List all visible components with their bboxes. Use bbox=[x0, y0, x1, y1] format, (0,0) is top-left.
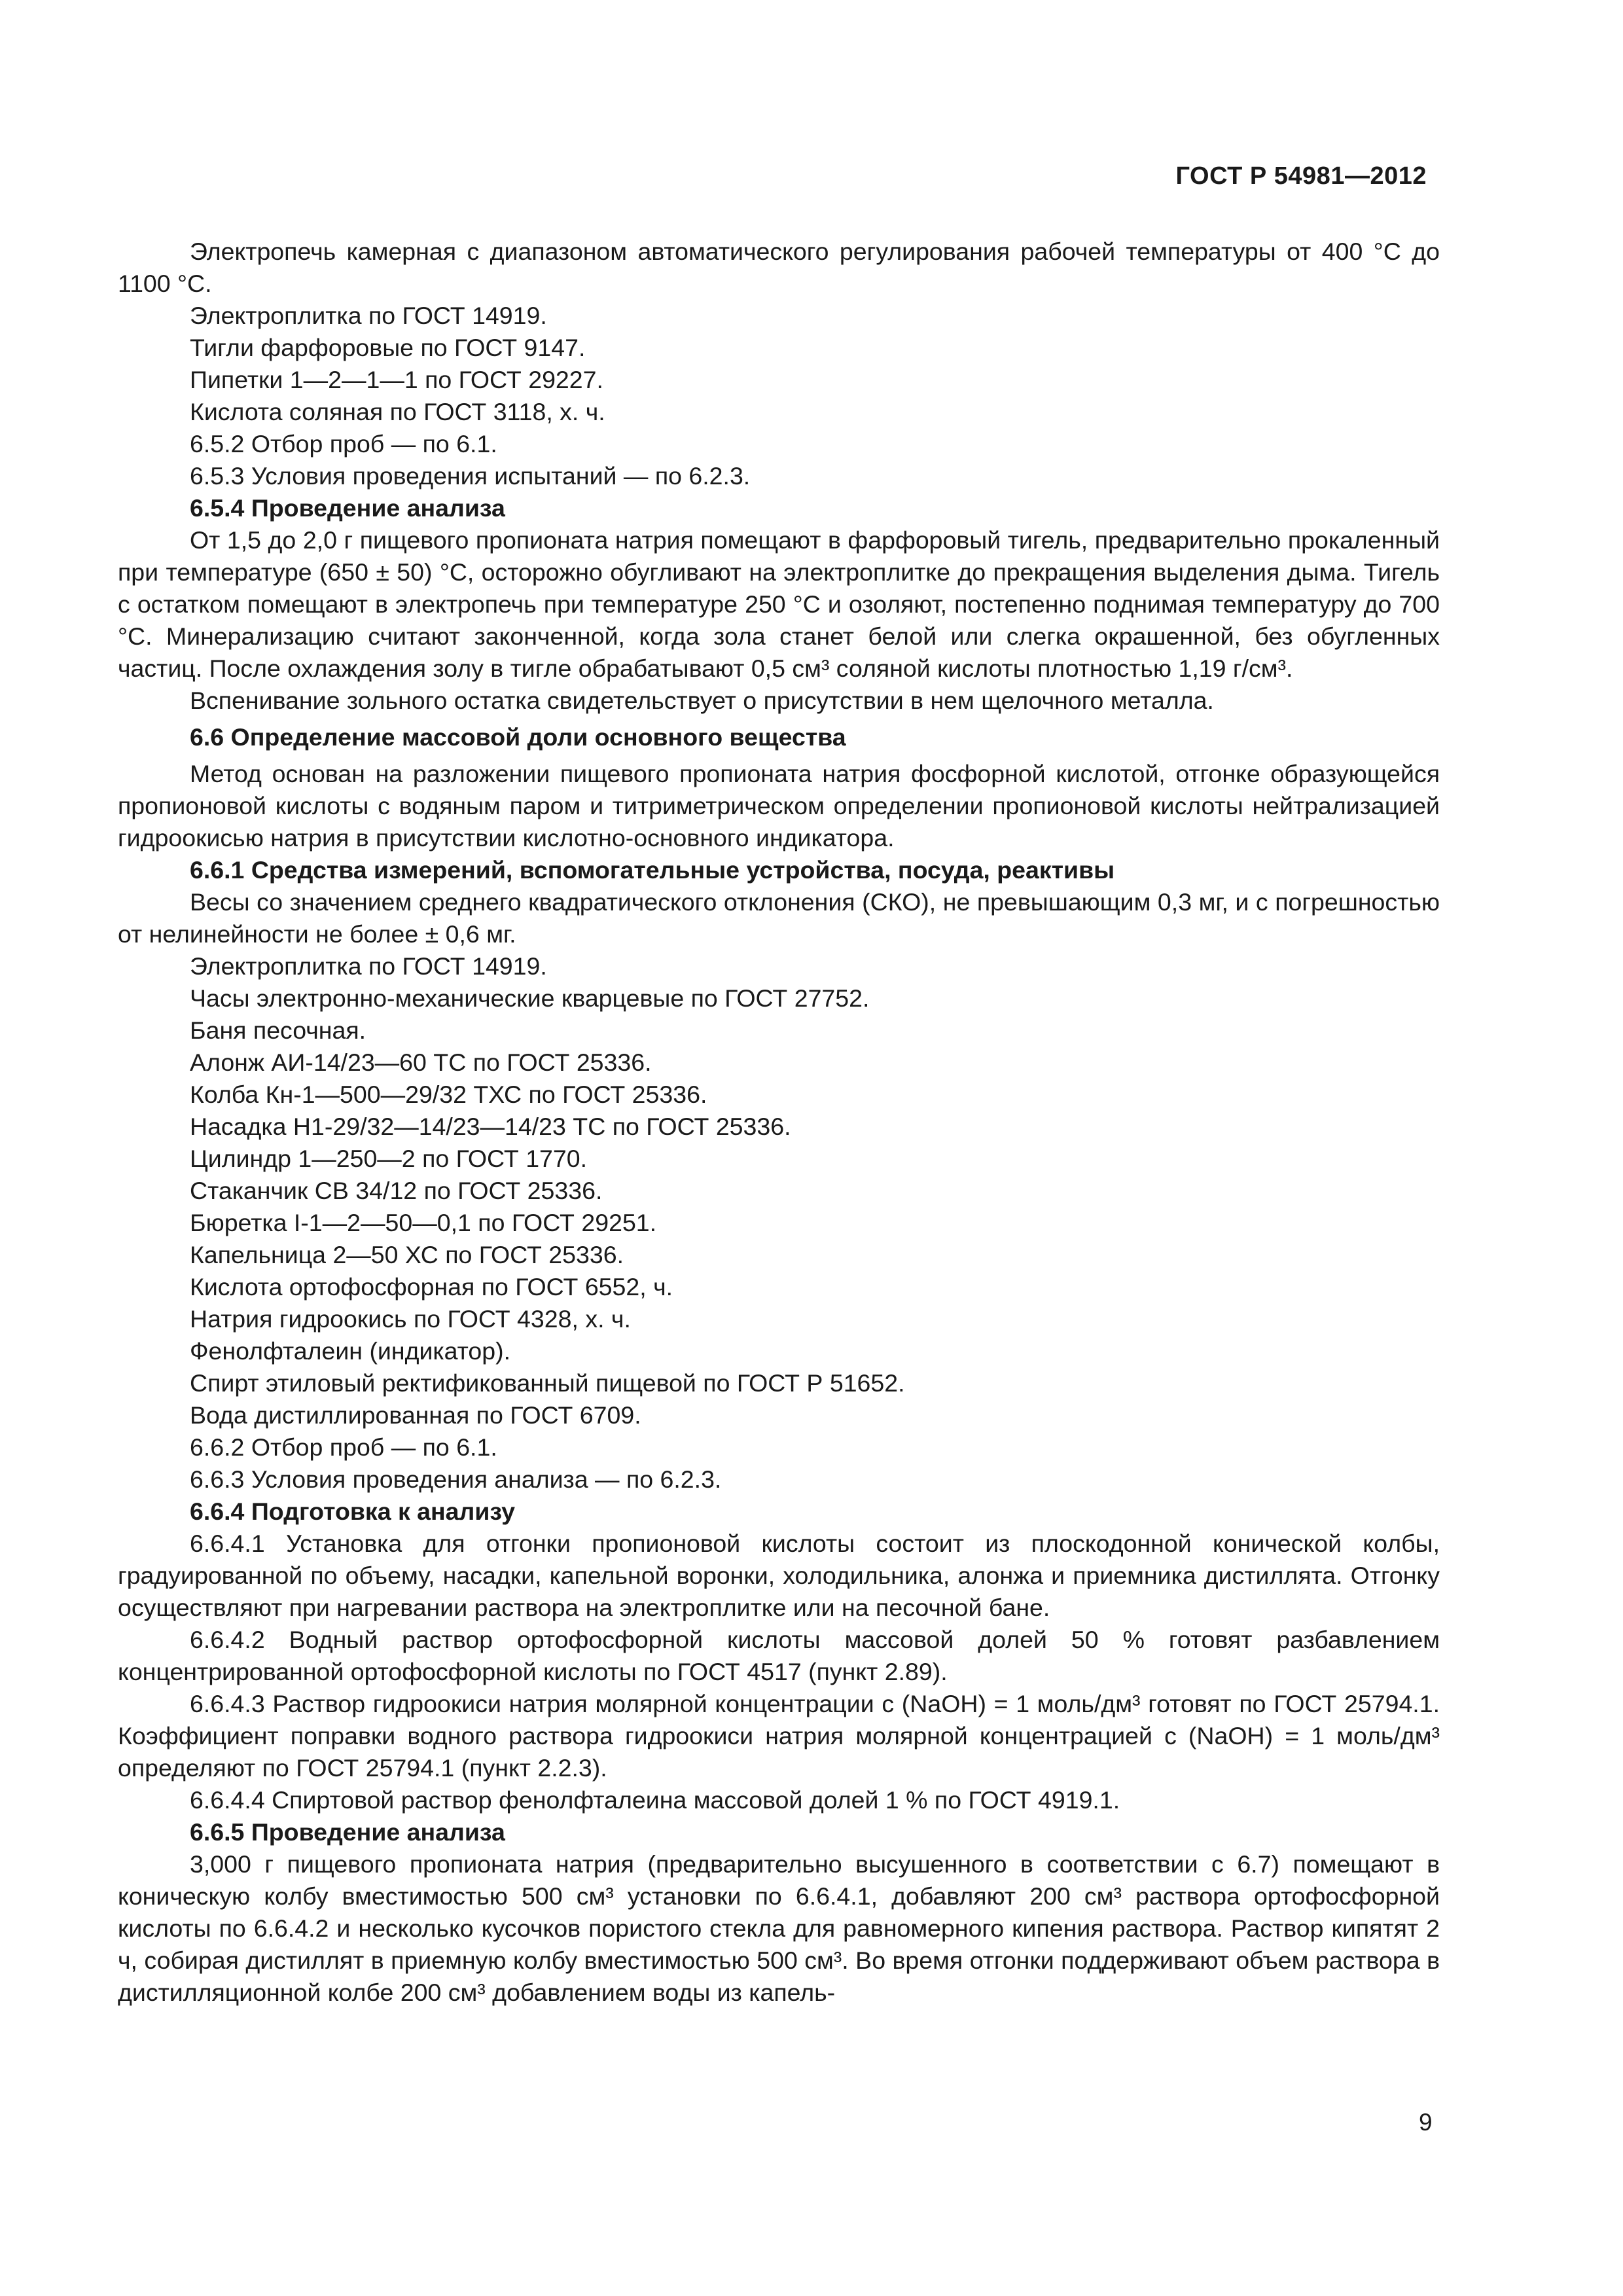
section-heading: 6.6.5 Проведение анализа bbox=[190, 1818, 505, 1846]
paragraph: 6.6.4.3 Раствор гидроокиси натрия молярной концентрации c (NaOH) = 1 моль/дм³ готовят по ГОСТ 25794.1. Коэффициент поправки водного раствора гидроокиси натрия молярной концентрацией c (NaOH) = 1 моль/дм³ определяют по ГОСТ 25794.1 (пункт 2.2.3). bbox=[118, 1690, 1440, 1782]
section-heading: 6.6 Определение массовой доли основного вещества bbox=[190, 723, 846, 751]
paragraph: Весы со значением среднего квадратического отклонения (СКО), не превышающим 0,3 мг, и с погрешностью от нелинейности не более ± 0,6 мг. bbox=[118, 888, 1440, 948]
document-body bbox=[118, 236, 1440, 2009]
paragraph: Фенолфталеин (индикатор). bbox=[190, 1337, 511, 1365]
section-heading: 6.6.1 Средства измерений, вспомогательные устройства, посуда, реактивы bbox=[190, 856, 1115, 884]
paragraph: 6.6.3 Условия проведения анализа — по 6.2.3. bbox=[190, 1465, 722, 1493]
paragraph: Натрия гидроокись по ГОСТ 4328, х. ч. bbox=[190, 1305, 631, 1333]
paragraph: Цилиндр 1—250—2 по ГОСТ 1770. bbox=[190, 1145, 588, 1172]
paragraph: Вспенивание зольного остатка свидетельствует о присутствии в нем щелочного металла. bbox=[190, 687, 1214, 714]
paragraph: 6.6.4.1 Установка для отгонки пропионовой кислоты состоит из плоскодонной конической колбы, градуированной по объему, насадки, капельной воронки, холодильника, алонжа и приемника дистиллята. Отгонку осуществляют при нагревании раствора на электроплитке или на песочной бане. bbox=[118, 1530, 1440, 1621]
paragraph: Бюретка I-1—2—50—0,1 по ГОСТ 29251. bbox=[190, 1209, 657, 1236]
paragraph: 6.5.2 Отбор проб — по 6.1. bbox=[190, 430, 497, 457]
paragraph: Метод основан на разложении пищевого пропионата натрия фосфорной кислотой, отгонке образующейся пропионовой кислоты с водяным паром и титриметрическом определении пропионовой кислоты нейтрализацией гидроокисью натрия в присутствии кислотно-основного индикатора. bbox=[118, 760, 1440, 852]
paragraph: 6.5.3 Условия проведения испытаний — по 6.2.3. bbox=[190, 462, 751, 490]
paragraph: Электропечь камерная с диапазоном автоматического регулирования рабочей температуры от 400 °С до 1100 °С. bbox=[118, 238, 1440, 297]
paragraph: От 1,5 до 2,0 г пищевого пропионата натрия помещают в фарфоровый тигель, предварительно прокаленный при температуре (650 ± 50) °С, осторожно обугливают на электроплитке до прекращения выделения дыма. Тигель с остатком помещают в электропечь при температуре 250 °С и озоляют, постепенно поднимая температуру до 700 °С. Минерализацию считают законченной, когда зола станет белой или слегка окрашенной, без обугленных частиц. После охлаждения золу в тигле обрабатывают 0,5 см³ соляной кислоты плотностью 1,19 г/см³. bbox=[118, 526, 1440, 682]
paragraph: Тигли фарфоровые по ГОСТ 9147. bbox=[190, 334, 586, 361]
paragraph: Вода дистиллированная по ГОСТ 6709. bbox=[190, 1401, 641, 1429]
section-heading: 6.5.4 Проведение анализа bbox=[190, 494, 505, 522]
document-header: ГОСТ Р 54981—2012 bbox=[1175, 162, 1427, 190]
paragraph: Баня песочная. bbox=[190, 1016, 366, 1044]
paragraph: Стаканчик СВ 34/12 по ГОСТ 25336. bbox=[190, 1177, 603, 1204]
paragraph: Пипетки 1—2—1—1 по ГОСТ 29227. bbox=[190, 366, 603, 393]
paragraph: 6.6.4.4 Спиртовой раствор фенолфталеина массовой долей 1 % по ГОСТ 4919.1. bbox=[190, 1786, 1120, 1814]
paragraph: Спирт этиловый ректификованный пищевой по ГОСТ Р 51652. bbox=[190, 1369, 905, 1397]
paragraph: Насадка Н1-29/32—14/23—14/23 ТС по ГОСТ 25336. bbox=[190, 1113, 791, 1140]
paragraph: Колба Кн-1—500—29/32 ТХС по ГОСТ 25336. bbox=[190, 1081, 707, 1108]
paragraph: Часы электронно-механические кварцевые по ГОСТ 27752. bbox=[190, 984, 870, 1012]
paragraph: Капельница 2—50 ХС по ГОСТ 25336. bbox=[190, 1241, 624, 1268]
paragraph: 6.6.2 Отбор проб — по 6.1. bbox=[190, 1433, 497, 1461]
paragraph: Кислота ортофосфорная по ГОСТ 6552, ч. bbox=[190, 1273, 673, 1300]
paragraph: Электроплитка по ГОСТ 14919. bbox=[190, 952, 547, 980]
paragraph: Алонж АИ-14/23—60 ТС по ГОСТ 25336. bbox=[190, 1049, 652, 1076]
paragraph: 3,000 г пищевого пропионата натрия (предварительно высушенного в соответствии с 6.7) помещают в коническую колбу вместимостью 500 см³ установки по 6.6.4.1, добавляют 200 см³ раствора ортофосфорной кислоты по 6.6.4.2 и несколько кусочков пористого стекла для равномерного кипения раствора. Раствор кипятят 2 ч, собирая дистиллят в приемную колбу вместимостью 500 см³. Во время отгонки поддерживают объем раствора в дистилляционной колбе 200 см³ добавлением воды из капель- bbox=[118, 1850, 1440, 2006]
section-heading: 6.6.4 Подготовка к анализу bbox=[190, 1498, 515, 1525]
paragraph: Кислота соляная по ГОСТ 3118, х. ч. bbox=[190, 398, 605, 425]
paragraph: 6.6.4.2 Водный раствор ортофосфорной кислоты массовой долей 50 % готовят разбавлением концентрированной ортофосфорной кислоты по ГОСТ 4517 (пункт 2.89). bbox=[118, 1626, 1440, 1685]
paragraph: Электроплитка по ГОСТ 14919. bbox=[190, 302, 547, 329]
page-number: 9 bbox=[1419, 2109, 1433, 2136]
